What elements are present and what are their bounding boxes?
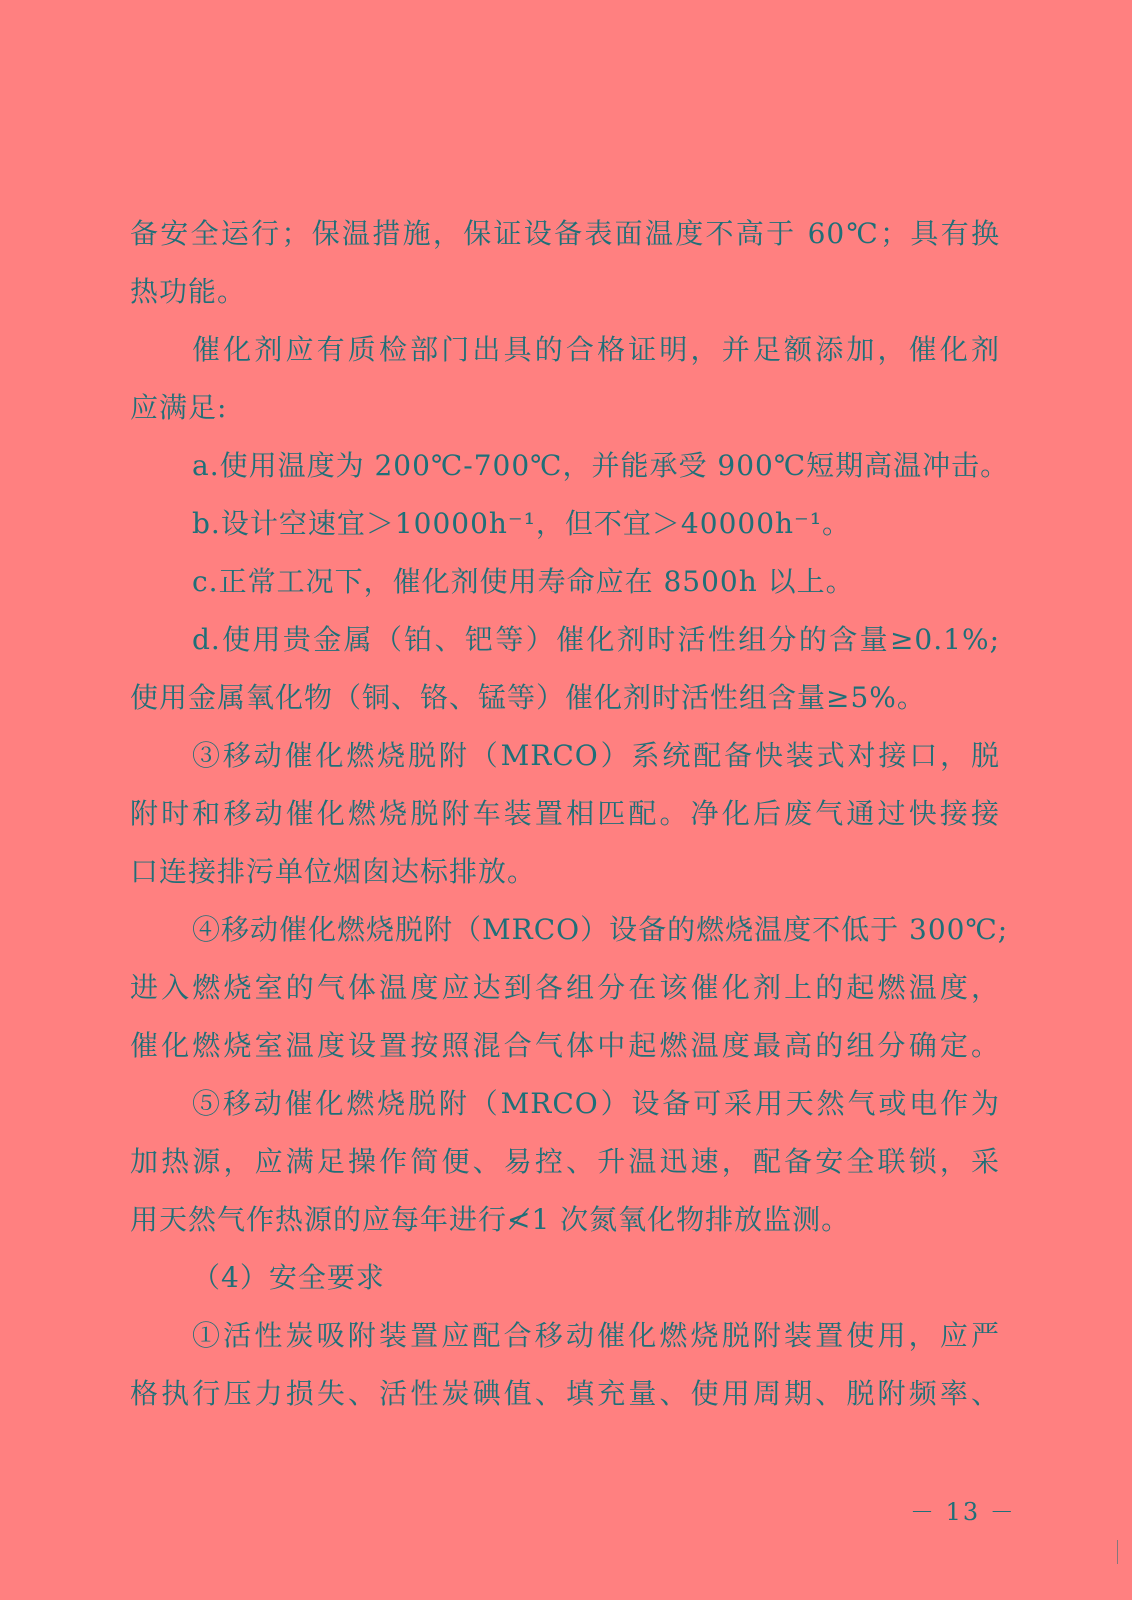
text-line-14: 进入燃烧室的气体温度应达到各组分在该催化剂上的起燃温度， bbox=[130, 971, 1000, 1004]
text-line-1: 备安全运行；保温措施，保证设备表面温度不高于 60℃；具有换 bbox=[130, 217, 1000, 250]
section-heading: （4）安全要求 bbox=[192, 1261, 385, 1294]
text-line-17: 加热源，应满足操作简便、易控、升温迅速，配备安全联锁，采 bbox=[130, 1145, 1000, 1178]
text-line-9: 使用金属氧化物（铜、铬、锰等）催化剂时活性组含量≥5%。 bbox=[130, 681, 926, 714]
text-line-12: 口连接排污单位烟囱达标排放。 bbox=[130, 855, 537, 888]
text-line-20: ①活性炭吸附装置应配合移动催化燃烧脱附装置使用，应严 bbox=[192, 1319, 1000, 1352]
text-line-8: d.使用贵金属（铂、钯等）催化剂时活性组分的含量≥0.1%; bbox=[192, 623, 1000, 656]
text-line-3: 催化剂应有质检部门出具的合格证明，并足额添加，催化剂 bbox=[192, 333, 1000, 366]
text-line-2: 热功能。 bbox=[130, 275, 247, 308]
text-line-18: 用天然气作热源的应每年进行≮1 次氮氧化物排放监测。 bbox=[130, 1203, 851, 1236]
text-line-16: ⑤移动催化燃烧脱附（MRCO）设备可采用天然气或电作为 bbox=[192, 1087, 1000, 1120]
text-line-7: c.正常工况下，催化剂使用寿命应在 8500h 以上。 bbox=[192, 565, 855, 598]
text-line-15: 催化燃烧室温度设置按照混合气体中起燃温度最高的组分确定。 bbox=[130, 1029, 1000, 1062]
text-line-13: ④移动催化燃烧脱附（MRCO）设备的燃烧温度不低于 300℃; bbox=[192, 913, 1009, 946]
text-line-6: b.设计空速宜＞10000h⁻¹，但不宜＞40000h⁻¹。 bbox=[192, 507, 852, 540]
text-line-10: ③移动催化燃烧脱附（MRCO）系统配备快装式对接口，脱 bbox=[192, 739, 1000, 772]
text-line-11: 附时和移动催化燃烧脱附车装置相匹配。净化后废气通过快接接 bbox=[130, 797, 1000, 830]
text-line-21: 格执行压力损失、活性炭碘值、填充量、使用周期、脱附频率、 bbox=[130, 1377, 1000, 1410]
text-line-4: 应满足: bbox=[130, 391, 228, 424]
edge-mark bbox=[1117, 1540, 1118, 1564]
text-line-5: a.使用温度为 200℃-700℃，并能承受 900℃短期高温冲击。 bbox=[192, 449, 1010, 482]
page-number: － 13 － bbox=[910, 1498, 1016, 1526]
